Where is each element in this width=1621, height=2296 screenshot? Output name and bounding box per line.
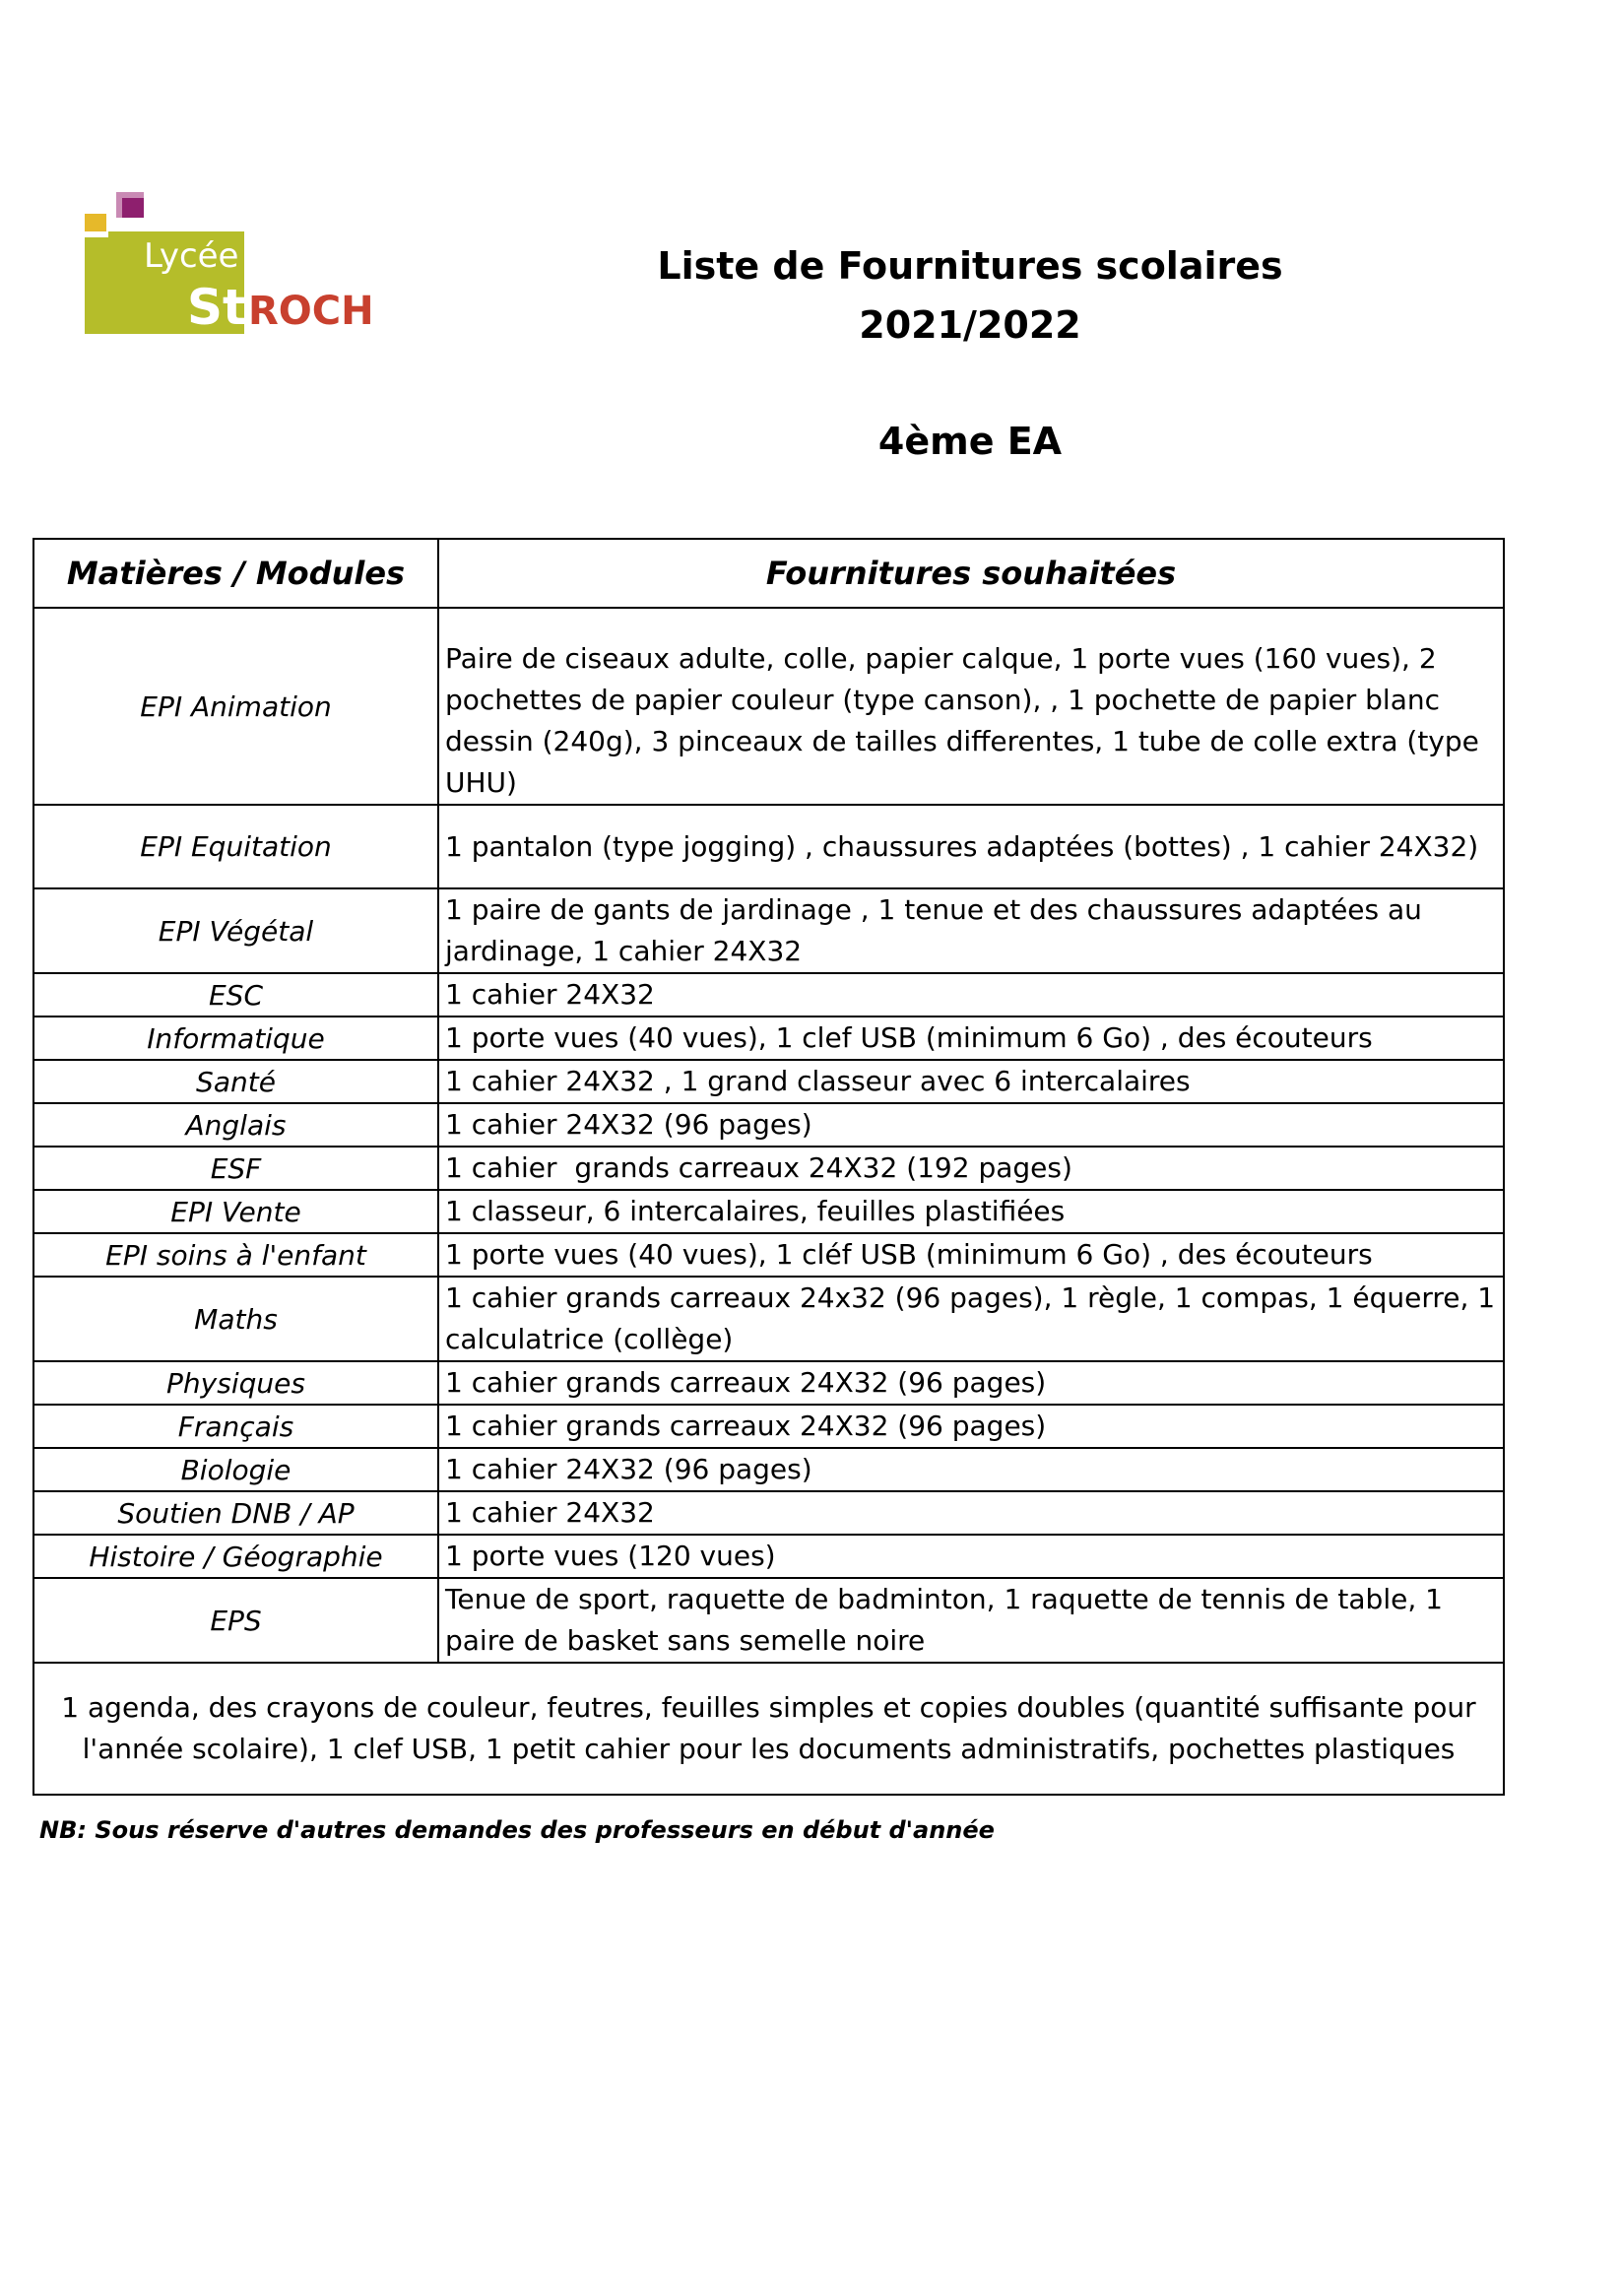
supplies-cell: 1 cahier grands carreaux 24X32 (192 pages)	[438, 1147, 1504, 1190]
logo-purple-square	[122, 198, 144, 218]
subject-cell: EPI soins à l'enfant	[33, 1233, 438, 1277]
supplies-cell: 1 cahier grands carreaux 24X32 (96 pages)	[438, 1361, 1504, 1405]
subject-cell: Physiques	[33, 1361, 438, 1405]
supplies-cell: 1 cahier grands carreaux 24x32 (96 pages), 1 règle, 1 compas, 1 équerre, 1 calculatrice (collège)	[438, 1277, 1504, 1361]
table-row	[33, 1190, 1504, 1233]
table-row	[33, 1017, 1504, 1060]
footnote: NB: Sous réserve d'autres demandes des professeurs en début d'année	[39, 1816, 995, 1844]
subject-cell: Biologie	[33, 1448, 438, 1491]
table-row	[33, 1233, 1504, 1277]
general-supplies: 1 agenda, des crayons de couleur, feutres, feuilles simples et copies doubles (quantité suffisante pour l'année scolaire), 1 clef USB, 1 petit cahier pour les documents administratifs, pochettes plastiques	[33, 1663, 1504, 1795]
subject-cell: Soutien DNB / AP	[33, 1491, 438, 1535]
subject-cell: ESF	[33, 1147, 438, 1190]
supplies-cell: 1 cahier grands carreaux 24X32 (96 pages)	[438, 1405, 1504, 1448]
table-footer-row	[33, 1663, 1504, 1795]
supplies-cell: 1 cahier 24X32 (96 pages)	[438, 1448, 1504, 1491]
supplies-cell: 1 porte vues (40 vues), 1 clef USB (minimum 6 Go) , des écouteurs	[438, 1017, 1504, 1060]
supplies-cell: 1 cahier 24X32	[438, 1491, 1504, 1535]
subject-cell: Anglais	[33, 1103, 438, 1147]
subject-cell: Maths	[33, 1277, 438, 1361]
table-row	[33, 1361, 1504, 1405]
school-logo	[85, 192, 420, 340]
supplies-cell: Paire de ciseaux adulte, colle, papier calque, 1 porte vues (160 vues), 2 pochettes de papier couleur (type canson), , 1 pochette de papier blanc dessin (240g), 3 pinceaux de tailles differentes, 1 tube de colle extra (type UHU)	[438, 608, 1504, 805]
table-row	[33, 1147, 1504, 1190]
supplies-table	[32, 538, 1505, 1796]
table-row	[33, 1578, 1504, 1663]
subject-cell: EPI Végétal	[33, 888, 438, 973]
table-row	[33, 1535, 1504, 1578]
table-row	[33, 805, 1504, 888]
supplies-cell: 1 porte vues (120 vues)	[438, 1535, 1504, 1578]
subject-cell: EPI Vente	[33, 1190, 438, 1233]
header-supplies: Fournitures souhaitées	[438, 539, 1504, 608]
table-row	[33, 608, 1504, 805]
supplies-cell: 1 pantalon (type jogging) , chaussures adaptées (bottes) , 1 cahier 24X32)	[438, 805, 1504, 888]
supplies-cell: 1 paire de gants de jardinage , 1 tenue et des chaussures adaptées au jardinage, 1 cahier 24X32	[438, 888, 1504, 973]
table-row	[33, 1448, 1504, 1491]
table-row	[33, 1405, 1504, 1448]
logo-yellow-square	[85, 214, 106, 231]
header-subjects: Matières / Modules	[33, 539, 438, 608]
table-row	[33, 973, 1504, 1017]
supplies-cell: 1 classeur, 6 intercalaires, feuilles plastifiées	[438, 1190, 1504, 1233]
table-header-row	[33, 539, 1504, 608]
subject-cell: Histoire / Géographie	[33, 1535, 438, 1578]
table-row	[33, 1277, 1504, 1361]
subject-cell: EPI Equitation	[33, 805, 438, 888]
subject-cell: EPS	[33, 1578, 438, 1663]
table-row	[33, 1103, 1504, 1147]
supplies-cell: 1 cahier 24X32 (96 pages)	[438, 1103, 1504, 1147]
subject-cell: Informatique	[33, 1017, 438, 1060]
table-row	[33, 888, 1504, 973]
supplies-cell: 1 porte vues (40 vues), 1 cléf USB (minimum 6 Go) , des écouteurs	[438, 1233, 1504, 1277]
subject-cell: Français	[33, 1405, 438, 1448]
class-name: 4ème EA	[877, 420, 1063, 463]
logo-green-block	[85, 237, 108, 334]
logo-text-st: St	[187, 279, 246, 336]
logo-text-lycee: Lycée	[144, 236, 239, 276]
supplies-cell: Tenue de sport, raquette de badminton, 1 raquette de tennis de table, 1 paire de basket sans semelle noire	[438, 1578, 1504, 1663]
school-year: 2021/2022	[859, 303, 1081, 347]
subject-cell: Santé	[33, 1060, 438, 1103]
supplies-cell: 1 cahier 24X32	[438, 973, 1504, 1017]
page-title: Liste de Fournitures scolaires	[657, 244, 1283, 288]
table-row	[33, 1491, 1504, 1535]
table-row	[33, 1060, 1504, 1103]
supplies-cell: 1 cahier 24X32 , 1 grand classeur avec 6 intercalaires	[438, 1060, 1504, 1103]
logo-text-roch: ROCH	[248, 289, 374, 334]
subject-cell: EPI Animation	[33, 608, 438, 805]
subject-cell: ESC	[33, 973, 438, 1017]
